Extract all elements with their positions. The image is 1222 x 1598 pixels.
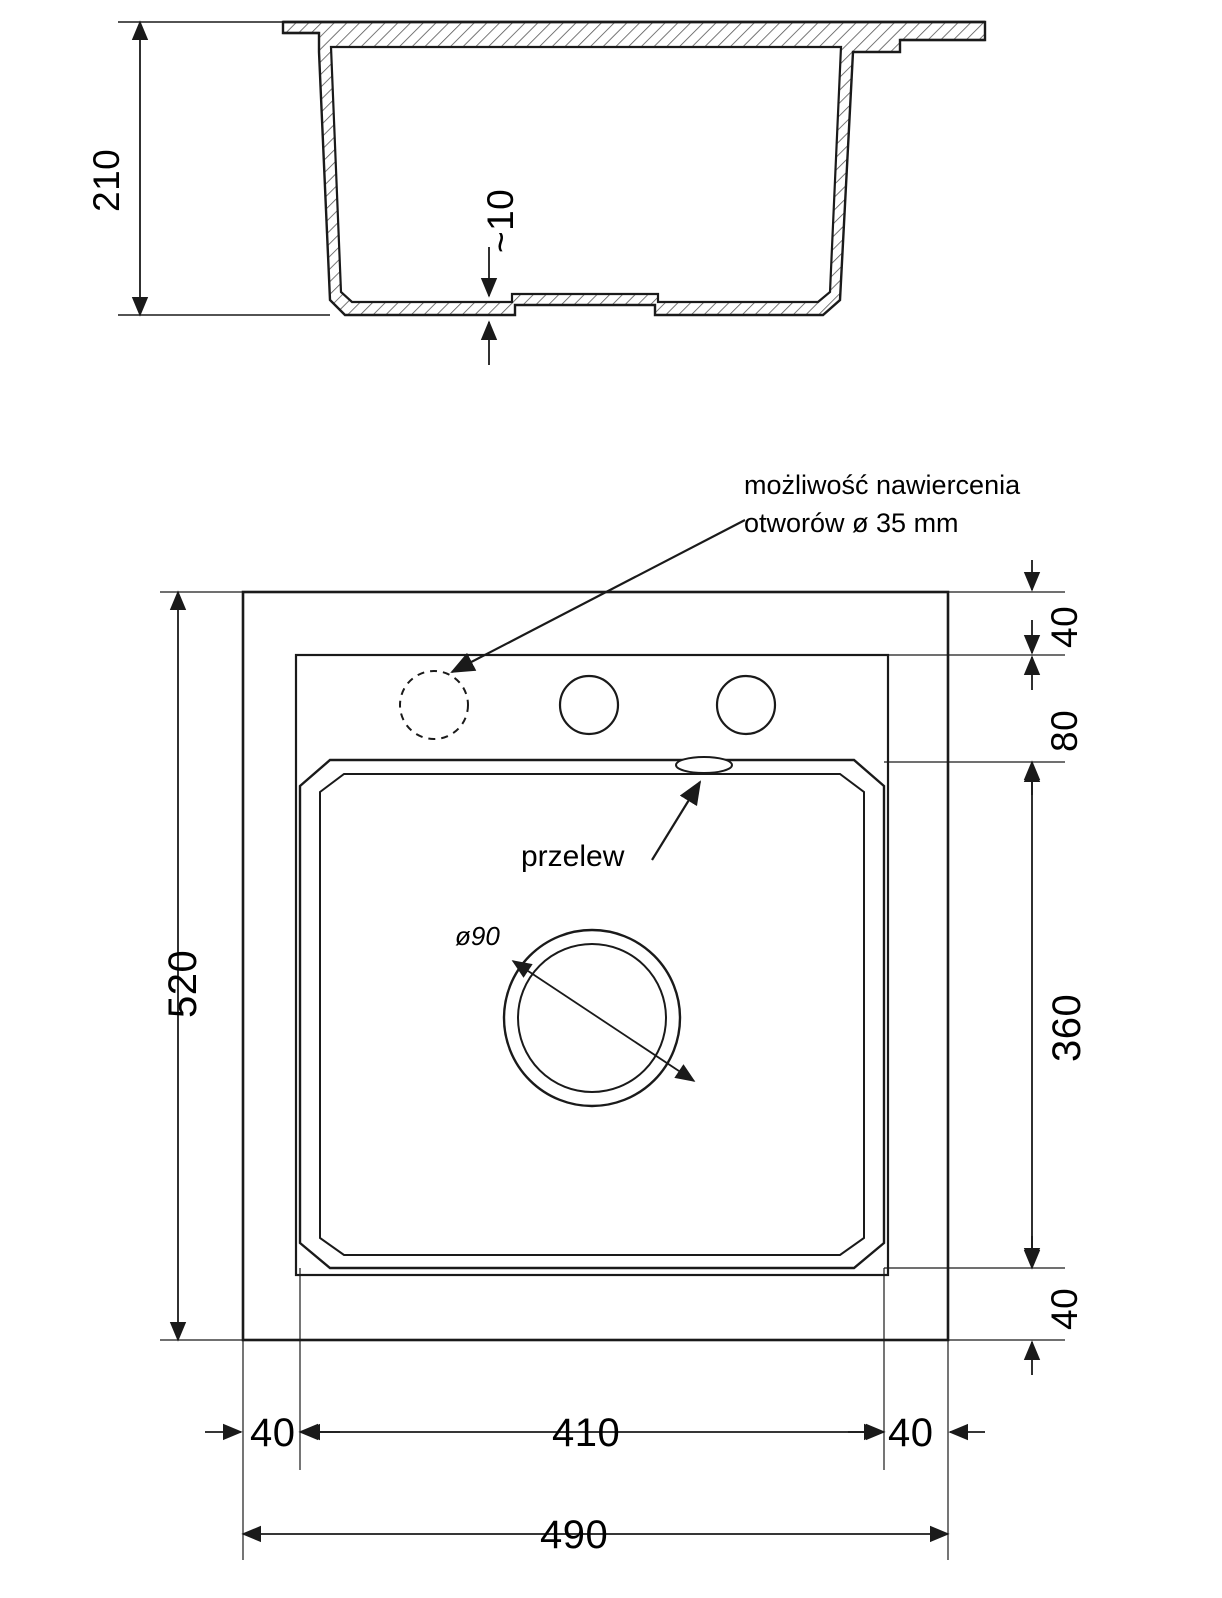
- dimension-label-360: 360: [1045, 993, 1089, 1062]
- callout-drill-holes-line1: możliwość nawiercenia: [744, 470, 1021, 500]
- plan-view: [160, 520, 1065, 1560]
- callout-drill-holes-line2: otworów ø 35 mm: [744, 508, 959, 538]
- overflow-slot: [676, 757, 732, 773]
- dimension-label-40-bottom: 40: [1044, 1287, 1085, 1330]
- tap-hole-1: [560, 676, 618, 734]
- dimension-label-490: 490: [540, 1513, 609, 1557]
- dimension-label-40-left: 40: [250, 1411, 296, 1455]
- tap-hole-2: [717, 676, 775, 734]
- dimension-label-drain-diameter: ø90: [455, 921, 500, 951]
- dimension-label-40-right: 40: [888, 1411, 934, 1455]
- drain-inner-circle: [518, 944, 666, 1092]
- sink-cavity: [331, 47, 841, 302]
- dimension-label-210: 210: [86, 148, 127, 212]
- dimension-label-520: 520: [161, 949, 205, 1018]
- dimension-label-80: 80: [1044, 709, 1085, 752]
- callout-overflow: przelew: [521, 840, 625, 873]
- dimension-label-40-top: 40: [1044, 605, 1085, 648]
- drillable-hole-marker: [400, 671, 468, 739]
- section-view: [118, 22, 985, 365]
- dimension-label-thickness: ~10: [480, 188, 521, 253]
- dimension-label-410: 410: [552, 1411, 621, 1455]
